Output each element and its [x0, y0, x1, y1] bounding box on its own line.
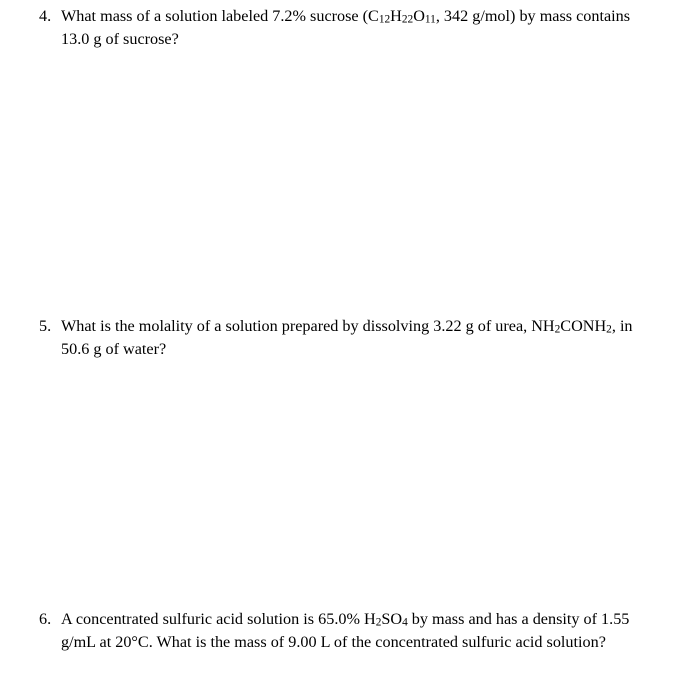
- question-number: 5.: [39, 317, 52, 335]
- subscript: 22: [401, 13, 414, 26]
- subscript: 2: [554, 323, 561, 336]
- question-line-2: g/mL at 20°C. What is the mass of 9.00 L of the concentrated sulfuric acid solution?: [61, 633, 606, 651]
- text-segment: SO: [381, 610, 403, 628]
- text-segment: A concentrated sulfuric acid solution is 65.0% H: [61, 610, 376, 628]
- question-line-1: [61, 315, 673, 338]
- question-number: 4.: [39, 7, 52, 25]
- question-number: 6.: [39, 610, 52, 628]
- question-text: [61, 315, 673, 361]
- subscript: 11: [424, 13, 436, 26]
- subscript: 2: [375, 616, 382, 629]
- subscript: 2: [606, 323, 612, 336]
- text-segment: CONH: [560, 317, 607, 335]
- text-segment: What is the molality of a solution prepared by dissolving 3.22 g of urea, NH: [61, 317, 555, 335]
- subscript: 12: [378, 13, 391, 26]
- question-line-2: 13.0 g of sucrose?: [61, 30, 179, 48]
- text-segment: O: [413, 7, 425, 25]
- question-text: [61, 5, 673, 51]
- subscript: 4: [402, 616, 408, 629]
- question-text: [61, 608, 673, 654]
- question-line-1: [61, 5, 673, 28]
- text-segment: by mass and has a density of 1.55: [407, 610, 630, 628]
- text-segment: , 342 g/mol) by mass contains: [435, 7, 631, 25]
- question-line-1: [61, 608, 673, 631]
- text-segment: , in: [611, 317, 633, 335]
- question-line-2: 50.6 g of water?: [61, 340, 167, 358]
- text-segment: What mass of a solution labeled 7.2% sucrose (C: [61, 7, 379, 25]
- text-segment: H: [390, 7, 402, 25]
